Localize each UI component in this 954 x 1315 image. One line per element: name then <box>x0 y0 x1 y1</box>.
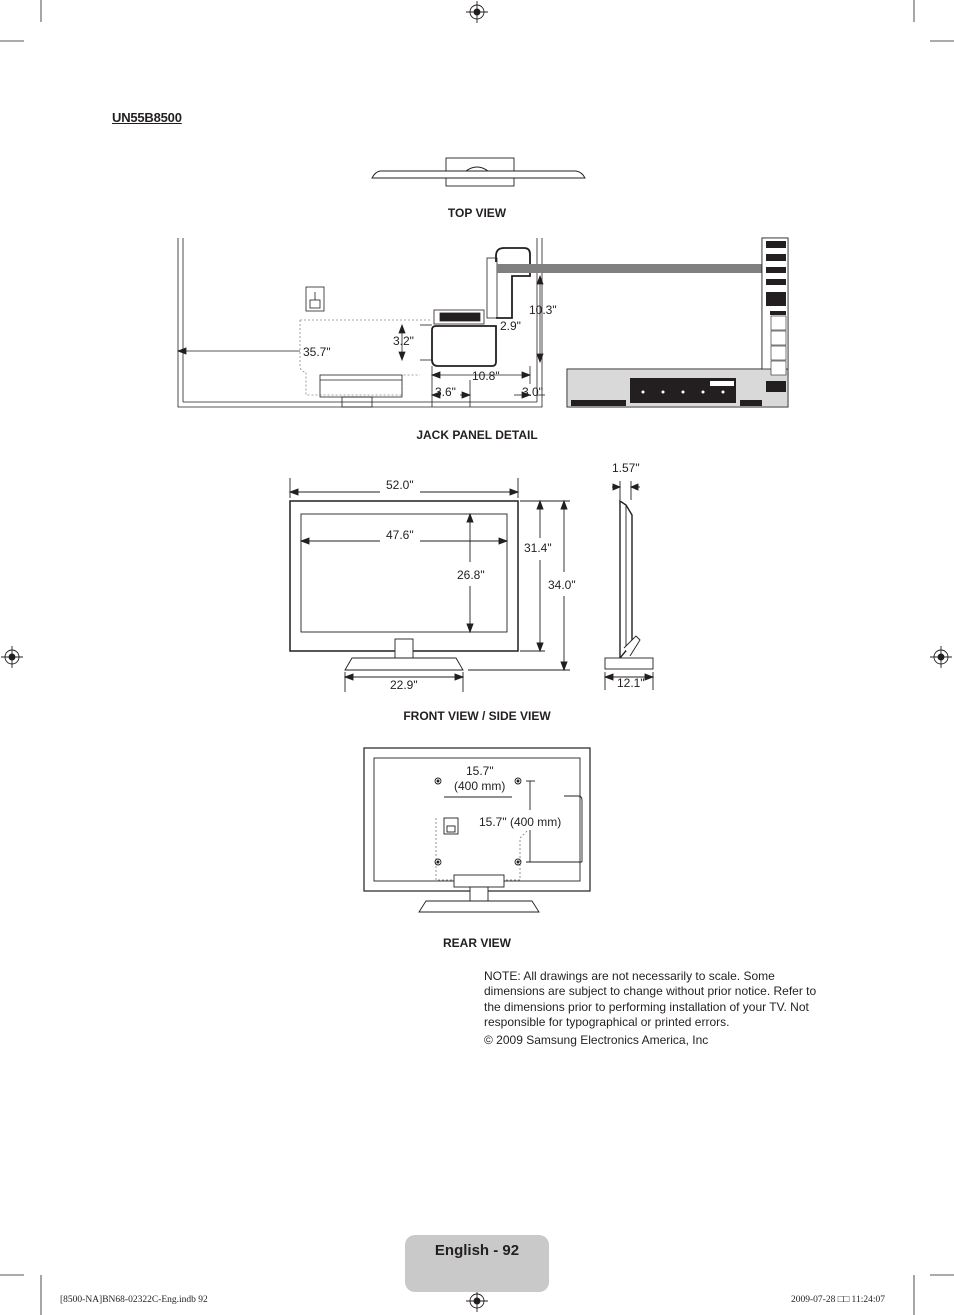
caption-top-view: TOP VIEW <box>447 206 507 220</box>
caption-jack-panel: JACK PANEL DETAIL <box>416 428 538 442</box>
dim-height-no-stand: 31.4" <box>524 541 552 555</box>
dim-jack-35-7: 35.7" <box>303 345 331 359</box>
dim-jack-2-9: 2.9" <box>500 319 521 333</box>
dim-jack-3-0: 3.0" <box>522 385 543 399</box>
dim-jack-10-8: 10.8" <box>472 369 500 383</box>
caption-rear-view: REAR VIEW <box>442 936 511 950</box>
page-number-label: English - 92 <box>434 1242 520 1259</box>
footer-file-info: [8500-NA]BN68-02322C-Eng.indb 92 <box>60 1295 208 1305</box>
disclaimer-note: NOTE: All drawings are not necessarily to scale. Some dimensions are subject to change without prior notice. Refer to the dimensions prior to performing installation of your TV. Not responsible for typographical or printed errors. <box>484 969 817 1029</box>
model-title: UN55B8500 <box>112 110 182 125</box>
dim-jack-3-6: 3.6" <box>435 385 456 399</box>
dim-rear-h-spacing: 15.7" <box>466 764 494 778</box>
dim-screen-height: 26.8" <box>457 568 485 582</box>
dim-stand-width: 22.9" <box>390 678 418 692</box>
dim-rear-h-spacing-mm: (400 mm) <box>454 779 506 793</box>
dim-width: 52.0" <box>386 478 414 492</box>
dim-depth: 1.57" <box>612 461 640 475</box>
dim-screen-width: 47.6" <box>386 528 414 542</box>
dim-jack-10-3: 10.3" <box>529 303 557 317</box>
caption-front-side: FRONT VIEW / SIDE VIEW <box>403 709 551 723</box>
dim-jack-3-2: 3.2" <box>393 334 414 348</box>
copyright: © 2009 Samsung Electronics America, Inc <box>484 1033 709 1047</box>
dim-rear-v-spacing: 15.7" (400 mm) <box>479 815 562 829</box>
footer-timestamp: 2009-07-28 □□ 11:24:07 <box>791 1295 885 1305</box>
dim-stand-depth: 12.1" <box>617 676 645 690</box>
dim-height-with-stand: 34.0" <box>548 578 576 592</box>
